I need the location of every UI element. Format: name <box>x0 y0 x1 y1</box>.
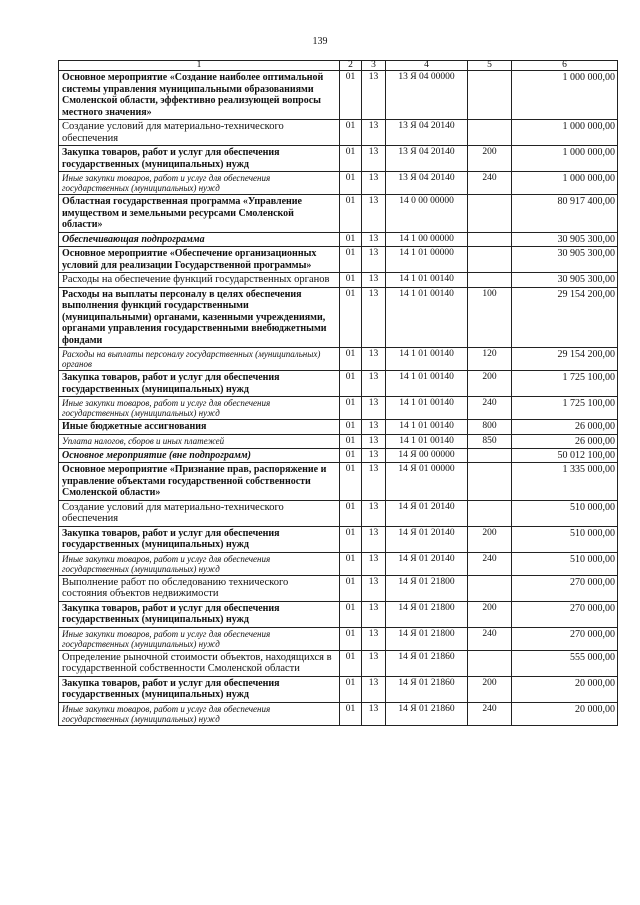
row-expense-type-cell <box>468 500 512 526</box>
row-section-cell: 01 <box>340 463 362 501</box>
row-section-cell: 01 <box>340 247 362 273</box>
row-subsection-cell: 13 <box>362 348 386 371</box>
row-subsection-cell: 13 <box>362 463 386 501</box>
row-section-cell: 01 <box>340 627 362 650</box>
row-expense-type-cell: 200 <box>468 526 512 552</box>
row-target-code-cell: 14 1 01 00140 <box>386 397 468 420</box>
row-expense-type-cell: 800 <box>468 420 512 435</box>
row-amount-cell: 80 917 400,00 <box>512 195 618 233</box>
row-amount-cell: 29 154 200,00 <box>512 348 618 371</box>
row-subsection-cell: 13 <box>362 500 386 526</box>
row-target-code-cell: 14 Я 00 00000 <box>386 448 468 463</box>
row-expense-type-cell <box>468 273 512 288</box>
row-expense-type-cell <box>468 575 512 601</box>
budget-table <box>58 60 618 726</box>
row-expense-type-cell: 200 <box>468 371 512 397</box>
row-name-cell: Создание условий для материально-технического обеспечения <box>59 120 340 146</box>
row-name-cell: Создание условий для материально-технического обеспечения <box>59 500 340 526</box>
row-target-code-cell: 14 1 01 00140 <box>386 287 468 348</box>
row-section-cell: 01 <box>340 552 362 575</box>
row-section-cell: 01 <box>340 232 362 247</box>
row-target-code-cell: 13 Я 04 20140 <box>386 146 468 172</box>
row-name-cell: Основное мероприятие «Создание наиболее оптимальной системы управления муниципальными образованиями Смоленской области, эффективно реализующей вопросы местного значения» <box>59 71 340 120</box>
table-row <box>59 195 618 233</box>
row-subsection-cell: 13 <box>362 627 386 650</box>
row-section-cell: 01 <box>340 146 362 172</box>
row-expense-type-cell <box>468 120 512 146</box>
row-name-cell: Определение рыночной стоимости объектов, находящихся в государственной собственности Смоленской области <box>59 650 340 676</box>
row-name-cell: Закупка товаров, работ и услуг для обеспечения государственных (муниципальных) нужд <box>59 526 340 552</box>
row-subsection-cell: 13 <box>362 650 386 676</box>
row-amount-cell: 30 905 300,00 <box>512 247 618 273</box>
row-subsection-cell: 13 <box>362 575 386 601</box>
row-subsection-cell: 13 <box>362 172 386 195</box>
row-subsection-cell: 13 <box>362 71 386 120</box>
row-name-cell: Иные закупки товаров, работ и услуг для обеспечения государственных (муниципальных) нужд <box>59 702 340 725</box>
row-section-cell: 01 <box>340 287 362 348</box>
row-expense-type-cell <box>468 650 512 676</box>
row-amount-cell: 1 335 000,00 <box>512 463 618 501</box>
row-name-cell: Закупка товаров, работ и услуг для обеспечения государственных (муниципальных) нужд <box>59 146 340 172</box>
row-name-cell: Иные закупки товаров, работ и услуг для обеспечения государственных (муниципальных) нужд <box>59 397 340 420</box>
table-row <box>59 397 618 420</box>
row-amount-cell: 1 725 100,00 <box>512 397 618 420</box>
row-section-cell: 01 <box>340 195 362 233</box>
header-cell-subsection: 3 <box>362 61 386 71</box>
row-expense-type-cell: 200 <box>468 146 512 172</box>
header-cell-amount: 6 <box>512 61 618 71</box>
row-subsection-cell: 13 <box>362 146 386 172</box>
row-amount-cell: 1 000 000,00 <box>512 120 618 146</box>
row-target-code-cell: 14 Я 01 21860 <box>386 676 468 702</box>
row-section-cell: 01 <box>340 371 362 397</box>
header-cell-section: 2 <box>340 61 362 71</box>
row-subsection-cell: 13 <box>362 434 386 448</box>
row-target-code-cell: 14 Я 01 21800 <box>386 575 468 601</box>
table-row <box>59 420 618 435</box>
row-target-code-cell: 14 Я 01 20140 <box>386 552 468 575</box>
row-subsection-cell: 13 <box>362 552 386 575</box>
row-expense-type-cell <box>468 71 512 120</box>
row-expense-type-cell: 240 <box>468 702 512 725</box>
row-subsection-cell: 13 <box>362 273 386 288</box>
table-row <box>59 247 618 273</box>
row-target-code-cell: 13 Я 04 20140 <box>386 120 468 146</box>
row-subsection-cell: 13 <box>362 601 386 627</box>
row-section-cell: 01 <box>340 397 362 420</box>
row-amount-cell: 20 000,00 <box>512 702 618 725</box>
row-name-cell: Основное мероприятие «Обеспечение организационных условий для реализации Государственной программы» <box>59 247 340 273</box>
row-amount-cell: 1 000 000,00 <box>512 146 618 172</box>
row-name-cell: Выполнение работ по обследованию технического состояния объектов недвижимости <box>59 575 340 601</box>
row-name-cell: Закупка товаров, работ и услуг для обеспечения государственных (муниципальных) нужд <box>59 601 340 627</box>
row-name-cell: Расходы на выплаты персоналу государственных (муниципальных) органов <box>59 348 340 371</box>
row-section-cell: 01 <box>340 120 362 146</box>
row-section-cell: 01 <box>340 500 362 526</box>
row-section-cell: 01 <box>340 172 362 195</box>
row-target-code-cell: 14 1 01 00140 <box>386 273 468 288</box>
row-name-cell: Закупка товаров, работ и услуг для обеспечения государственных (муниципальных) нужд <box>59 371 340 397</box>
row-section-cell: 01 <box>340 676 362 702</box>
row-section-cell: 01 <box>340 434 362 448</box>
row-subsection-cell: 13 <box>362 397 386 420</box>
table-row <box>59 120 618 146</box>
table-row <box>59 371 618 397</box>
row-target-code-cell: 14 Я 01 21800 <box>386 601 468 627</box>
row-subsection-cell: 13 <box>362 232 386 247</box>
table-row <box>59 552 618 575</box>
table-row <box>59 287 618 348</box>
row-expense-type-cell: 200 <box>468 601 512 627</box>
row-target-code-cell: 14 1 00 00000 <box>386 232 468 247</box>
row-amount-cell: 30 905 300,00 <box>512 273 618 288</box>
table-row <box>59 146 618 172</box>
row-subsection-cell: 13 <box>362 702 386 725</box>
header-cell-expense-type: 5 <box>468 61 512 71</box>
row-target-code-cell: 13 Я 04 20140 <box>386 172 468 195</box>
row-target-code-cell: 14 1 01 00140 <box>386 348 468 371</box>
row-subsection-cell: 13 <box>362 448 386 463</box>
table-row <box>59 650 618 676</box>
row-target-code-cell: 14 1 01 00000 <box>386 247 468 273</box>
row-amount-cell: 1 000 000,00 <box>512 172 618 195</box>
row-expense-type-cell: 120 <box>468 348 512 371</box>
row-expense-type-cell: 240 <box>468 627 512 650</box>
row-target-code-cell: 14 Я 01 21800 <box>386 627 468 650</box>
page-number: 139 <box>312 36 328 47</box>
row-target-code-cell: 14 Я 01 21860 <box>386 702 468 725</box>
row-section-cell: 01 <box>340 420 362 435</box>
row-subsection-cell: 13 <box>362 195 386 233</box>
row-amount-cell: 50 012 100,00 <box>512 448 618 463</box>
row-name-cell: Иные закупки товаров, работ и услуг для обеспечения государственных (муниципальных) нужд <box>59 172 340 195</box>
row-name-cell: Расходы на обеспечение функций государственных органов <box>59 273 340 288</box>
row-amount-cell: 270 000,00 <box>512 627 618 650</box>
row-section-cell: 01 <box>340 702 362 725</box>
row-amount-cell: 510 000,00 <box>512 500 618 526</box>
row-name-cell: Основное мероприятие «Признание прав, распоряжение и управление объектами государственной собственности Смоленской области» <box>59 463 340 501</box>
row-expense-type-cell <box>468 448 512 463</box>
table-row <box>59 676 618 702</box>
table-row <box>59 232 618 247</box>
row-expense-type-cell: 100 <box>468 287 512 348</box>
header-cell-name: 1 <box>59 61 340 71</box>
row-name-cell: Основное мероприятие (вне подпрограмм) <box>59 448 340 463</box>
row-target-code-cell: 14 0 00 00000 <box>386 195 468 233</box>
row-amount-cell: 270 000,00 <box>512 601 618 627</box>
row-amount-cell: 510 000,00 <box>512 526 618 552</box>
row-name-cell: Закупка товаров, работ и услуг для обеспечения государственных (муниципальных) нужд <box>59 676 340 702</box>
row-section-cell: 01 <box>340 575 362 601</box>
row-subsection-cell: 13 <box>362 526 386 552</box>
row-target-code-cell: 14 1 01 00140 <box>386 434 468 448</box>
row-amount-cell: 20 000,00 <box>512 676 618 702</box>
row-amount-cell: 1 725 100,00 <box>512 371 618 397</box>
row-expense-type-cell: 240 <box>468 552 512 575</box>
row-name-cell: Обеспечивающая подпрограмма <box>59 232 340 247</box>
row-name-cell: Иные закупки товаров, работ и услуг для обеспечения государственных (муниципальных) нужд <box>59 552 340 575</box>
row-section-cell: 01 <box>340 71 362 120</box>
row-expense-type-cell <box>468 232 512 247</box>
row-expense-type-cell: 240 <box>468 397 512 420</box>
table-row <box>59 348 618 371</box>
table-row <box>59 575 618 601</box>
row-section-cell: 01 <box>340 601 362 627</box>
row-expense-type-cell <box>468 195 512 233</box>
row-amount-cell: 26 000,00 <box>512 434 618 448</box>
row-expense-type-cell <box>468 463 512 501</box>
row-section-cell: 01 <box>340 273 362 288</box>
row-expense-type-cell <box>468 247 512 273</box>
row-expense-type-cell: 240 <box>468 172 512 195</box>
header-row <box>59 61 618 71</box>
table-row <box>59 434 618 448</box>
header-cell-target-code: 4 <box>386 61 468 71</box>
row-name-cell: Областная государственная программа «Управление имуществом и земельными ресурсами Смоленской области» <box>59 195 340 233</box>
row-subsection-cell: 13 <box>362 676 386 702</box>
table-row <box>59 172 618 195</box>
row-name-cell: Расходы на выплаты персоналу в целях обеспечения выполнения функций государственными (муниципальными) органами, казенными учреждениями, органами управления государственными внебюджетными фондами <box>59 287 340 348</box>
row-target-code-cell: 14 Я 01 21860 <box>386 650 468 676</box>
row-section-cell: 01 <box>340 526 362 552</box>
table-row <box>59 702 618 725</box>
row-amount-cell: 270 000,00 <box>512 575 618 601</box>
row-expense-type-cell: 200 <box>468 676 512 702</box>
row-subsection-cell: 13 <box>362 287 386 348</box>
row-expense-type-cell: 850 <box>468 434 512 448</box>
row-amount-cell: 1 000 000,00 <box>512 71 618 120</box>
row-subsection-cell: 13 <box>362 120 386 146</box>
row-amount-cell: 510 000,00 <box>512 552 618 575</box>
table-row <box>59 463 618 501</box>
row-name-cell: Иные бюджетные ассигнования <box>59 420 340 435</box>
row-target-code-cell: 14 Я 01 20140 <box>386 500 468 526</box>
row-name-cell: Уплата налогов, сборов и иных платежей <box>59 434 340 448</box>
table-row <box>59 627 618 650</box>
table-row <box>59 273 618 288</box>
table-row <box>59 500 618 526</box>
row-target-code-cell: 14 Я 01 20140 <box>386 526 468 552</box>
row-section-cell: 01 <box>340 650 362 676</box>
row-amount-cell: 26 000,00 <box>512 420 618 435</box>
row-name-cell: Иные закупки товаров, работ и услуг для обеспечения государственных (муниципальных) нужд <box>59 627 340 650</box>
row-amount-cell: 30 905 300,00 <box>512 232 618 247</box>
row-target-code-cell: 13 Я 04 00000 <box>386 71 468 120</box>
row-target-code-cell: 14 Я 01 00000 <box>386 463 468 501</box>
row-amount-cell: 555 000,00 <box>512 650 618 676</box>
row-target-code-cell: 14 1 01 00140 <box>386 371 468 397</box>
row-target-code-cell: 14 1 01 00140 <box>386 420 468 435</box>
row-section-cell: 01 <box>340 348 362 371</box>
table-row <box>59 71 618 120</box>
table-row <box>59 526 618 552</box>
row-section-cell: 01 <box>340 448 362 463</box>
table-row <box>59 448 618 463</box>
row-subsection-cell: 13 <box>362 247 386 273</box>
row-subsection-cell: 13 <box>362 371 386 397</box>
row-subsection-cell: 13 <box>362 420 386 435</box>
row-amount-cell: 29 154 200,00 <box>512 287 618 348</box>
table-row <box>59 601 618 627</box>
